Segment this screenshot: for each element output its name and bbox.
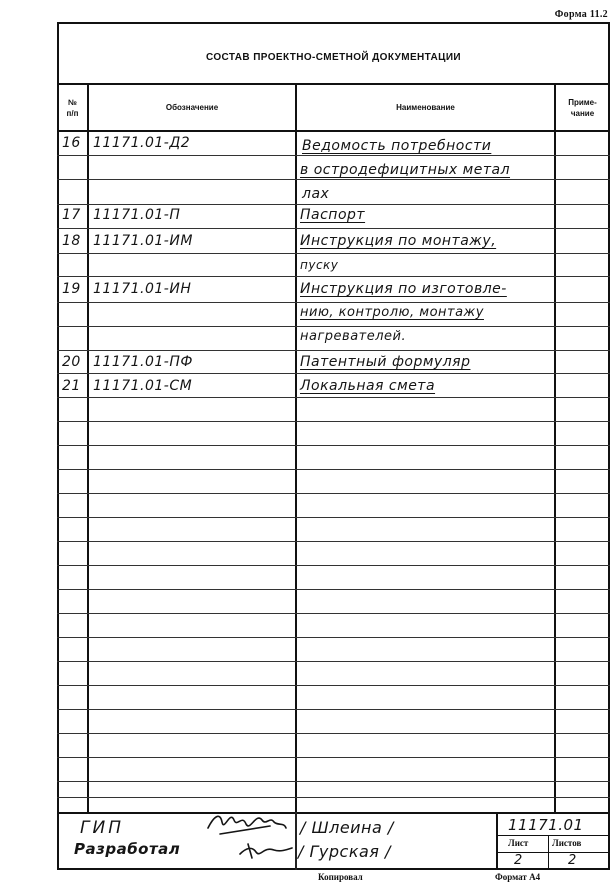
row-name-line: Инструкция по изготовле- [300,281,507,297]
signature-scribbles [208,816,292,858]
stamp-divider-names [295,812,297,870]
col-divider-designation [295,85,297,812]
table-row-line [57,709,610,710]
col-header-designation: Обозначение [88,85,296,132]
table-row-line [57,757,610,758]
table-row-line [57,733,610,734]
stamp-hline-1 [496,835,610,836]
row-num: 17 [62,207,81,223]
stamp-sheet-value: 2 [514,853,523,868]
row-name-line: пуску [300,258,339,272]
table-row-line [57,541,610,542]
table-row-line [57,253,610,254]
row-num: 16 [62,135,81,151]
table-row-line [57,397,610,398]
table-row-line [57,302,610,303]
table-row-line [57,421,610,422]
row-designation: 11171.01-ИН [93,281,192,297]
table-row-line [57,350,610,351]
signature-graphic [200,806,295,862]
col-header-name: Наименование [296,85,555,132]
table-row-line [57,589,610,590]
stamp-sheet-label: Лист [508,838,529,848]
row-name-line: Локальная смета [300,378,436,394]
table-row-line [57,373,610,374]
table-row-line [57,326,610,327]
row-designation: 11171.01-Д2 [93,135,191,151]
stamp-vline-sheets [548,835,549,870]
row-name-line: Ведомость потребности [302,138,492,154]
col-divider-num [87,85,89,812]
row-name-line: в остродефицитных метал [300,162,511,178]
stamp-developed-name: / Гурская / [298,842,391,861]
form-label: Форма 11.2 [554,9,608,20]
row-designation: 11171.01-СМ [93,378,193,394]
row-num: 21 [62,378,81,394]
document-title: СОСТАВ ПРОЕКТНО-СМЕТНОЙ ДОКУМЕНТАЦИИ [205,52,462,63]
table-row-line [57,661,610,662]
row-num: 18 [62,233,81,249]
row-designation: 11171.01-ИМ [93,233,193,249]
row-designation: 11171.01-ПФ [93,354,193,370]
stamp-sheets-label: Листов [552,838,582,848]
table-row-line [57,797,610,798]
table-row-line [57,155,610,156]
stamp-divider-sheet [496,812,498,870]
row-num: 20 [62,354,81,370]
table-row-line [57,781,610,782]
row-name-line: нию, контролю, монтажу [300,305,484,320]
table-row-line [57,493,610,494]
stamp-sheets-value: 2 [568,853,577,868]
table-row-line [57,565,610,566]
stamp-doc-code: 11171.01 [508,816,584,834]
table-row-line [57,228,610,229]
col-header-num: № п/п [57,85,88,132]
row-name-line: Патентный формуляр [300,354,471,370]
table-row-line [57,276,610,277]
row-num: 19 [62,281,81,297]
stamp-developed-label: Разработал [74,840,181,858]
title-block [57,22,610,85]
row-designation: 11171.01-П [93,207,181,223]
row-name-line: нагревателей. [300,329,407,344]
table-row-line [57,179,610,180]
table-row-line [57,204,610,205]
col-header-note: Приме- чание [555,85,610,132]
row-name-line: лах [302,186,330,202]
table-row-line [57,637,610,638]
row-name-line: Инструкция по монтажу, [300,233,497,249]
table-row-line [57,469,610,470]
table-row-line [57,685,610,686]
col-divider-name [554,85,556,812]
stamp-gip-label: ГИП [80,818,124,838]
table-row-line [57,517,610,518]
row-name-line: Паспорт [300,207,366,223]
table-row-line [57,613,610,614]
footer-format: Формат А4 [495,872,541,882]
footer-copied: Копировал [318,872,363,882]
table-row-line [57,445,610,446]
stamp-gip-name: / Шлеина / [300,818,394,837]
